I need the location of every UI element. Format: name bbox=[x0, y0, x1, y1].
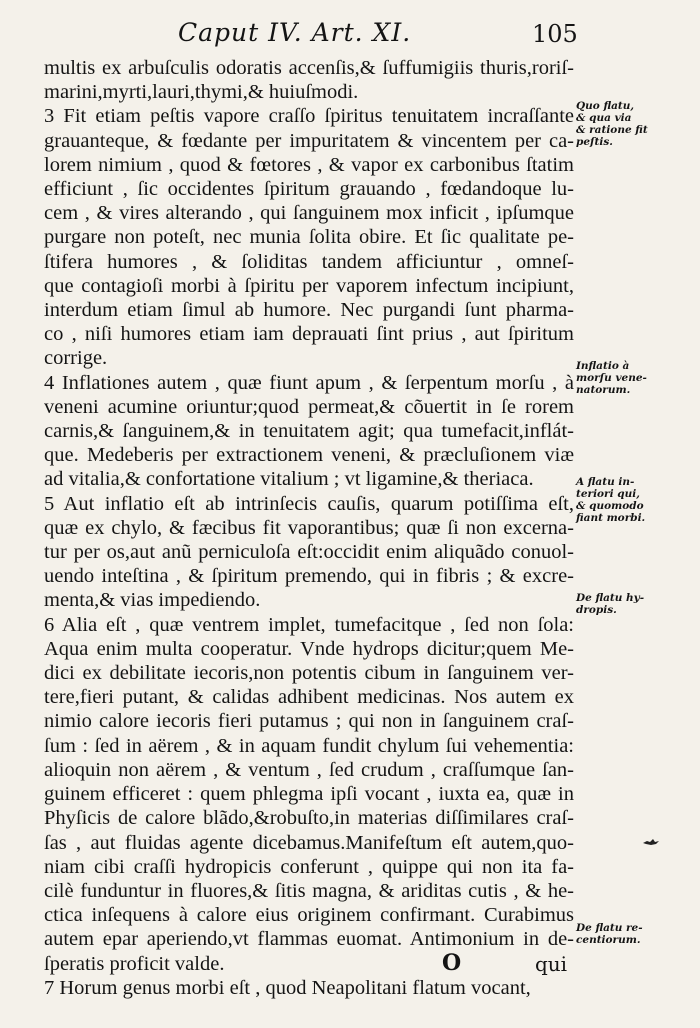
margin-note-line: fiant morbi. bbox=[576, 512, 646, 524]
margin-note-line: teriori qui, bbox=[576, 488, 640, 500]
text-line: multis ex arbuſculis odoratis accenſis,& ſuffumigiis thuris,roriſ- bbox=[44, 57, 574, 79]
margin-note-line: morſu vene- bbox=[576, 372, 647, 384]
text-line: guinem efficeret : quem phlegma ipſi vocant , iuxta ea, quæ in bbox=[44, 783, 574, 806]
text-line: 7 Horum genus morbi eſt , quod Neapolitani flatum vocant, bbox=[44, 976, 531, 999]
margin-note-recent-flatus bbox=[576, 922, 694, 946]
margin-note-line: Inflatio à bbox=[576, 360, 630, 372]
text-line: marini,myrti,lauri,thymi,& huiuſmodi. bbox=[44, 81, 359, 104]
text-line: que contagioſi morbi à ſpiritu per vaporem infectum incipiunt, bbox=[44, 274, 574, 297]
text-line: efficiunt , ſic occidentes ſpiritum grauando , fœdandoque lu- bbox=[44, 178, 574, 201]
margin-note-line: De flatu hy- bbox=[576, 592, 645, 604]
page-header bbox=[0, 16, 700, 56]
text-line: Phyſicis de calore blãdo,&robuſto,in materias diſſimilares craſ- bbox=[44, 807, 574, 830]
margin-note-plague-vapour bbox=[576, 100, 694, 148]
text-line: alioquin non aërem , & ventum , ſed crudum , craſſumque ſan- bbox=[44, 758, 574, 781]
text-line: tere,fieri putant, & calidas adhibent medicinas. Nos autem ex bbox=[44, 686, 574, 709]
text-line: purgare non poteſt, nec munia ſolita obire. Et ſic qualitate pe- bbox=[44, 226, 574, 249]
text-line: que. Medeberis per extractionem veneni, & præcluſionem viæ bbox=[44, 444, 574, 467]
text-line: 6 Alia eſt , quæ ventrem implet, tumefacitque , ſed non ſola: bbox=[44, 613, 574, 636]
text-line: 4 Inflationes autem , quæ fiunt apum , & ſerpentum morſu , à bbox=[44, 371, 574, 394]
text-line: grauanteque, & fœdante per impuritatem & vincentem per ca- bbox=[44, 129, 574, 152]
text-line: ctica inſequens à calore eius originem confirmant. Curabimus bbox=[44, 904, 574, 927]
text-line: niam cibi craſſi hydropicis conferunt , quippe qui non ita fa- bbox=[44, 855, 574, 878]
text-line: Aqua enim multa cooperatur. Vnde hydrops dicitur;quem Me- bbox=[44, 637, 574, 660]
text-line: dici ex debilitate iecoris,non potentis cibum in ſanguinem ver- bbox=[44, 662, 574, 685]
margin-note-line: centiorum. bbox=[576, 934, 641, 946]
text-line: menta,& vias impediendo. bbox=[44, 589, 261, 612]
text-line: quæ ex chylo, & fæcibus fit vaporantibus; quæ ſi non excerna- bbox=[44, 516, 574, 539]
margin-note-line: & quomodo bbox=[576, 500, 644, 512]
catchword: qui bbox=[535, 952, 568, 976]
text-line: ſperatis proficit valde. bbox=[44, 952, 225, 975]
text-line: cem , & vires alterando , qui ſanguinem mox inficit , ipſumque bbox=[44, 202, 574, 225]
text-line: veneni acumine oriuntur;quod permeat,& cõuertit in ſe rorem bbox=[44, 395, 574, 418]
text-line: carnis,& ſanguinem,& in tenuitatem agit; qua tumefacit,inflát- bbox=[44, 420, 574, 443]
ink-speck-mark bbox=[642, 838, 660, 846]
text-line: ſas , aut fluidas agente dicebamus.Manifeſtum eſt autem,quo- bbox=[44, 831, 574, 854]
margin-note-internal-flatus bbox=[576, 476, 694, 524]
text-line: 5 Aut inflatio eſt ab intrinſecis cauſis, quarum potiſſima eſt, bbox=[44, 492, 574, 515]
margin-note-line: dropis. bbox=[576, 604, 617, 616]
margin-note-line: & qua via bbox=[576, 112, 632, 124]
text-line: tur per os,aut anũ perniculoſa eſt:occidit enim aliquãdo conuol- bbox=[44, 541, 574, 564]
text-line: co , niſi humores etiam iam deprauati ſint prius , aut ſpiritum bbox=[44, 323, 574, 346]
text-line: ſum : ſed in aërem , & in aquam fundit chylum ſui vehementia: bbox=[44, 734, 574, 757]
margin-note-line: peſtis. bbox=[576, 136, 613, 148]
margin-note-line: Quo flatu, bbox=[576, 100, 635, 112]
text-line: corrige. bbox=[44, 347, 108, 370]
margin-note-line: A flatu in- bbox=[576, 476, 635, 488]
text-line: nimio calore iecoris fieri putamus ; qui non in ſanguinem craſ- bbox=[44, 710, 574, 733]
margin-note-line: De flatu re- bbox=[576, 922, 643, 934]
signature-mark: O bbox=[442, 950, 462, 976]
margin-note-venom-bite bbox=[576, 360, 694, 396]
page-number: 105 bbox=[532, 20, 578, 48]
text-line: cilè funduntur in fluores,& ſitis magna, & ariditas cutis , & he- bbox=[44, 879, 574, 902]
text-line: interdum etiam ſimul ab humore. Nec purgandi ſunt pharma- bbox=[44, 299, 574, 322]
text-line: ad vitalia,& confortatione vitalium ; vt ligamine,& theriaca. bbox=[44, 468, 534, 491]
margin-note-line: natorum. bbox=[576, 384, 631, 396]
margin-note-line: & ratione fit bbox=[576, 124, 648, 136]
body-text bbox=[44, 56, 574, 1000]
text-line: uendo inteſtina , & ſpiritum premendo, qui in fibris ; & excre- bbox=[44, 565, 574, 588]
text-line: ſtifera humores , & ſoliditas tandem afficiuntur , omneſ- bbox=[44, 250, 574, 273]
margin-note-dropsy bbox=[576, 592, 694, 616]
text-line: 3 Fit etiam peſtis vapore craſſo ſpiritus tenuitatem incraſſante bbox=[44, 105, 574, 128]
text-line: autem epar aperiendo,vt flammas euomat. Antimonium in de- bbox=[44, 928, 574, 951]
running-title: Caput IV. Art. XI. bbox=[178, 18, 412, 47]
text-line: lorem nimium , quod & fœtores , & vapor ex carbonibus ſtatim bbox=[44, 153, 574, 176]
